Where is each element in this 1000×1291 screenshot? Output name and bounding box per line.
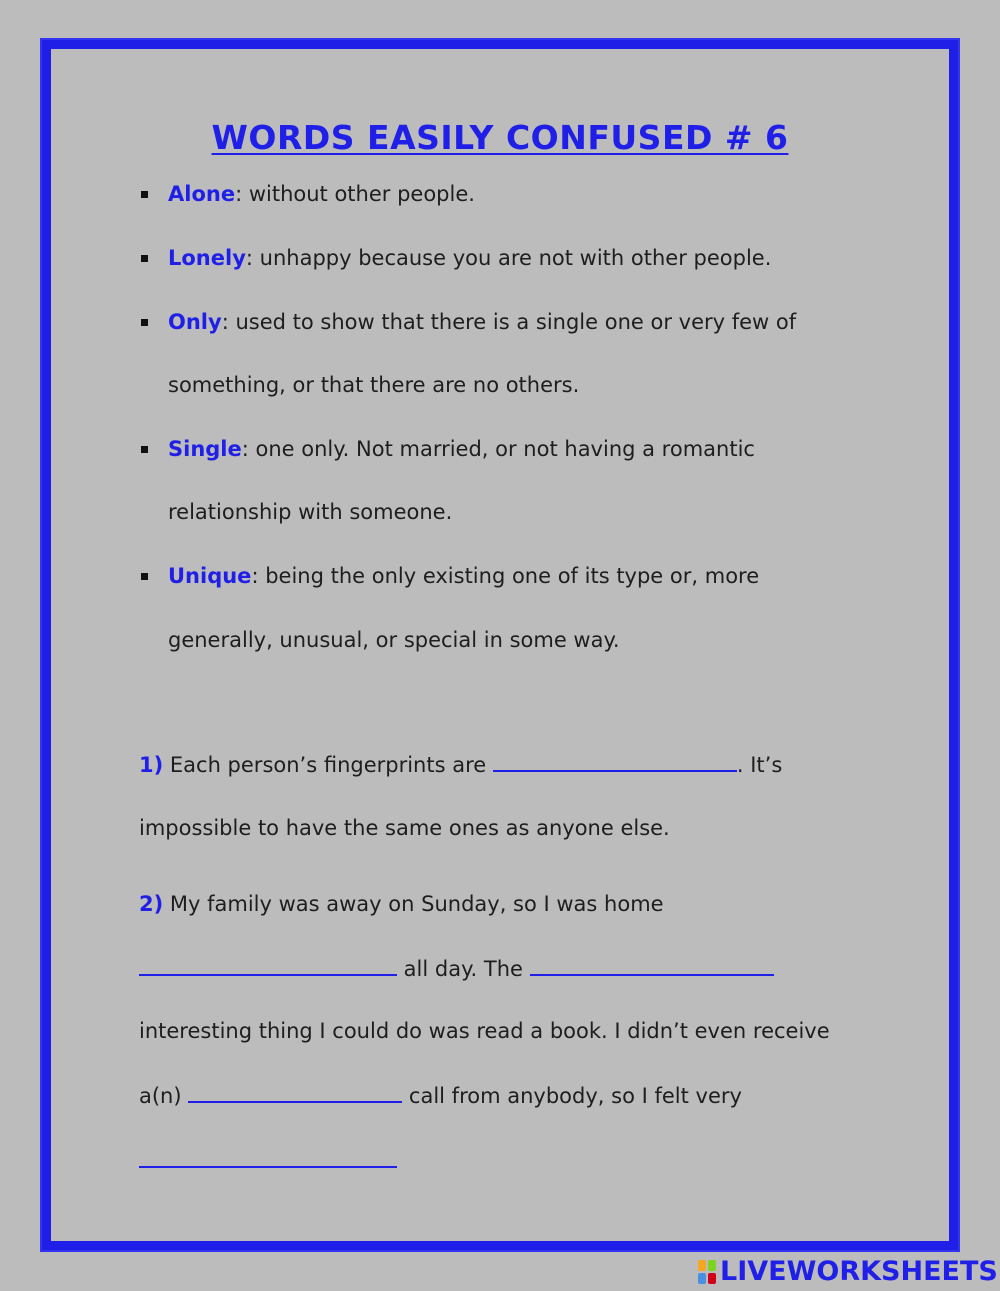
logo-square-icon xyxy=(708,1260,716,1271)
logo-square-icon xyxy=(698,1273,706,1284)
definition-only xyxy=(168,312,796,333)
question-text: My family was away on Sunday, so I was home xyxy=(163,892,664,916)
definition-text: generally, unusual, or special in some way. xyxy=(168,628,620,652)
answer-blank-5[interactable] xyxy=(139,1150,397,1168)
definition-unique xyxy=(168,566,759,587)
term-only: Only xyxy=(168,310,222,334)
bullet-icon xyxy=(141,255,148,262)
term-alone: Alone xyxy=(168,182,236,206)
exercise-2-line-4 xyxy=(139,1085,742,1107)
bullet-icon xyxy=(141,191,148,198)
definition-text: : unhappy because you are not with other people. xyxy=(245,246,772,270)
logo-text: LIVEWORKSHEETS xyxy=(720,1256,998,1287)
answer-blank-4[interactable] xyxy=(188,1085,402,1103)
answer-blank-1[interactable] xyxy=(493,754,737,772)
term-single: Single xyxy=(168,437,242,461)
question-number: 2) xyxy=(139,892,164,916)
definition-text: relationship with someone. xyxy=(168,500,453,524)
liveworksheets-logo xyxy=(697,1256,998,1287)
exercise-1 xyxy=(139,754,782,776)
question-number: 1) xyxy=(139,753,164,777)
definition-lonely xyxy=(168,248,771,269)
question-text: a(n) xyxy=(139,1084,189,1108)
bullet-icon xyxy=(141,319,148,326)
question-text: all day. The xyxy=(397,957,530,981)
definition-alone xyxy=(168,184,475,205)
logo-mark-icon xyxy=(697,1259,717,1285)
answer-blank-2[interactable] xyxy=(139,958,397,976)
exercise-2-line-2 xyxy=(139,958,774,980)
exercise-2-line-5 xyxy=(139,1150,397,1172)
exercise-2 xyxy=(139,894,664,915)
definition-text: : being the only existing one of its type or, more xyxy=(251,564,760,588)
bullet-icon xyxy=(141,573,148,580)
definition-text: something, or that there are no others. xyxy=(168,373,580,397)
bullet-icon xyxy=(141,446,148,453)
question-text: . It’s xyxy=(736,753,783,777)
term-lonely: Lonely xyxy=(168,246,246,270)
question-text: Each person’s fingerprints are xyxy=(163,753,493,777)
definition-text: : without other people. xyxy=(235,182,475,206)
definition-text: : used to show that there is a single one or very few of xyxy=(221,310,797,334)
definition-single xyxy=(168,439,755,460)
question-text: interesting thing I could do was read a book. I didn’t even receive xyxy=(139,1019,830,1043)
question-text: impossible to have the same ones as anyone else. xyxy=(139,816,670,840)
answer-blank-3[interactable] xyxy=(530,958,774,976)
term-unique: Unique xyxy=(168,564,252,588)
page-title: WORDS EASILY CONFUSED # 6 xyxy=(211,118,789,157)
definition-text: : one only. Not married, or not having a romantic xyxy=(241,437,755,461)
question-text: call from anybody, so I felt very xyxy=(402,1084,742,1108)
logo-square-icon xyxy=(708,1273,716,1284)
logo-square-icon xyxy=(698,1260,706,1271)
